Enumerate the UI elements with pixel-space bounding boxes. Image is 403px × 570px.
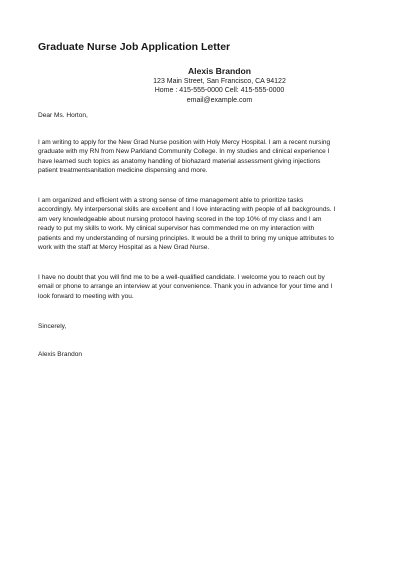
- paragraph-line: patients and my understanding of nursing principles. It would be a thrill to bring my unique attributes to: [38, 234, 334, 242]
- closing: Sincerely,: [38, 323, 67, 330]
- paragraph-line: have learned such topics as anatomy handling of biohazard material assessment giving injections: [38, 157, 321, 165]
- sender-block: [0, 66, 403, 105]
- paragraph-2: [38, 196, 368, 252]
- sender-email: email@example.com: [186, 96, 253, 104]
- sender-phones: Home : 415-555-0000 Cell: 415-555-0000: [154, 87, 285, 95]
- paragraph-line: I have no doubt that you will find me to be a well-qualified candidate. I welcome you to reach out by: [38, 274, 325, 281]
- paragraph-line: patient treatmentsanitation medicine dispensing and more.: [38, 167, 208, 175]
- paragraph-line: accordingly. My interpersonal skills are excellent and I love interacting with people of all backgrounds. I: [38, 206, 336, 214]
- paragraph-3: [38, 273, 368, 301]
- paragraph-line: work with the staff at Mercy Hospital as a New Grad Nurse.: [38, 244, 210, 252]
- signature: Alexis Brandon: [38, 351, 83, 358]
- sender-address: 123 Main Street, San Francisco, CA 94122: [153, 78, 286, 85]
- paragraph-line: graduate with my RN from New Parkland Community College. In my studies and clinical experience I: [38, 148, 330, 156]
- paragraph-1: [38, 138, 368, 176]
- paragraph-line: am very knowledgeable about nursing protocol having scored in the top 10% of my class and I am: [38, 215, 322, 223]
- paragraph-line: look forward to meeting with you.: [38, 292, 134, 300]
- paragraph-line: I am writing to apply for the New Grad Nurse position with Holy Mercy Hospital. I am a recent nursing: [38, 139, 331, 146]
- salutation: Dear Ms. Horton,: [38, 112, 88, 119]
- document-title: Graduate Nurse Job Application Letter: [38, 41, 231, 53]
- paragraph-line: ready to put my skills to work. My clinical supervisor has commended me on my interaction with: [38, 225, 315, 233]
- paragraph-line: email or phone to arrange an interview at your convenience. Thank you in advance for your time and I: [38, 283, 333, 291]
- paragraph-line: I am organized and efficient with a strong sense of time management able to prioritize tasks: [38, 197, 304, 204]
- sender-name: Alexis Brandon: [187, 66, 252, 76]
